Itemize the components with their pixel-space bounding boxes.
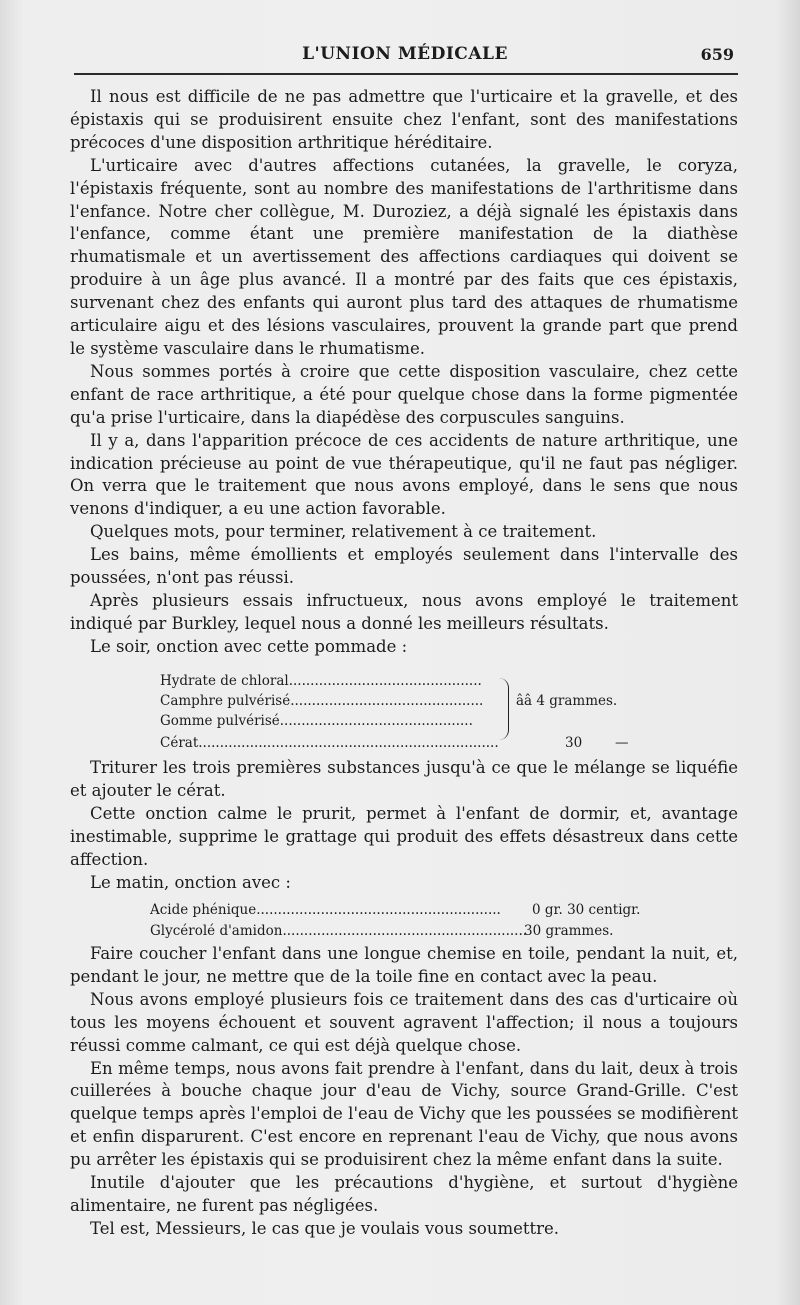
recipe-dose: 30 grammes.	[524, 923, 614, 939]
body-text-top	[70, 86, 738, 659]
paragraph: Il nous est difficile de ne pas admettre que l'urticaire et la gravelle, et des épistaxis qui se produisirent ensuite chez l'enfant, sont des manifestations précoces d'une disposition arthritique héréditaire.	[70, 87, 738, 152]
body-text-mid	[70, 757, 738, 894]
recipe-item: Gomme pulvérisé	[160, 713, 280, 729]
paragraph: Le soir, onction avec cette pommade :	[90, 636, 408, 656]
paragraph: Nous sommes portés à croire que cette disposition vasculaire, chez cette enfant de race arthritique, a été pour quelque chose dans la forme pigmentée qu'a prise l'urticaire, dans la diapédèse des corpuscules sanguins.	[70, 361, 738, 427]
body-text-bottom	[70, 943, 738, 1241]
running-title: L'UNION MÉDICALE	[302, 44, 508, 64]
recipe-item: Cérat	[160, 735, 199, 751]
recipe-morning: Acide phénique......................................................... 0 gr. 30 centigr. Glycérolé d'amidon......................................................... 30 grammes.	[150, 901, 670, 945]
cerat-unit: —	[615, 735, 629, 751]
paragraph: Faire coucher l'enfant dans une longue chemise en toile, pendant la nuit, et, pendant le jour, ne mettre que de la toile fine en contact avec la peau.	[70, 944, 738, 986]
page-header	[70, 44, 740, 68]
paragraph: Le matin, onction avec :	[90, 872, 291, 892]
paragraph: Après plusieurs essais infructueux, nous avons employé le traitement indiqué par Burkley, lequel nous a donné les meilleurs résultats.	[70, 590, 738, 633]
recipe-item: Glycérolé d'amidon	[150, 923, 283, 939]
paragraph: En même temps, nous avons fait prendre à l'enfant, dans du lait, deux à trois cuillerées à bouche chaque jour d'eau de Vichy, source Grand-Grille. C'est quelque temps après l'emploi de l'eau de Vichy que les poussées se modifièrent et enfin disparurent. C'est encore en reprenant l'eau de Vichy, que nous avons pu arrêter les épistaxis qui se produisirent chez la même enfant dans la suite.	[70, 1058, 738, 1170]
paragraph: Il y a, dans l'apparition précoce de ces accidents de nature arthritique, une indication précieuse au point de vue thérapeutique, qu'il ne faut pas négliger. On verra que le traitement que nous avons employé, dans le sens que nous venons d'indiquer, a eu une action favorable.	[70, 430, 738, 519]
recipe-item: Hydrate de chloral	[160, 673, 289, 689]
paragraph: Inutile d'ajouter que les précautions d'hygiène, et surtout d'hygiène alimentaire, ne furent pas négligées.	[70, 1173, 738, 1215]
recipe-item: Camphre pulvérisé	[160, 693, 291, 709]
recipe-item: Acide phénique	[150, 902, 257, 918]
recipe-dose: 0 gr. 30 centigr.	[532, 902, 641, 918]
paragraph: Triturer les trois premières substances jusqu'à ce que le mélange se liquéfie et ajouter le cérat.	[70, 758, 738, 800]
paragraph: Cette onction calme le prurit, permet à l'enfant de dormir, et, avantage inestimable, supprime le grattage qui produit des effets désastreux dans cette affection.	[70, 803, 738, 869]
recipe-evening: Hydrate de chloral............................................. Camphre pulvérisé............................................. ââ 4 grammes. Gomme pulvérisé............................................. Cérat...................................................................... 30 —	[160, 672, 640, 756]
grouped-dose: ââ 4 grammes.	[516, 693, 618, 709]
recipe-brace	[498, 678, 509, 740]
paragraph: L'urticaire avec d'autres affections cutanées, la gravelle, le coryza, l'épistaxis fréquente, sont au nombre des manifestations de l'arthritisme dans l'enfance. Notre cher collègue, M. Duroziez, a déjà signalé les épistaxis dans l'enfance, comme étant une première manifestation de la diathèse rhumatismale et un avertissement des affections cardiaques qui doivent se produire à un âge plus avancé. Il a montré par des faits que ces épistaxis, survenant chez des enfants qui auront plus tard des attaques de rhumatisme articulaire aigu et des lésions vasculaires, prouvent la grande part que prend le système vasculaire dans le rhumatisme.	[70, 155, 738, 358]
header-rule	[74, 73, 738, 75]
paragraph: Nous avons employé plusieurs fois ce traitement dans des cas d'urticaire où tous les moyens échouent et souvent agravent l'affection; il nous a toujours réussi comme calmant, ce qui est déjà quelque chose.	[70, 989, 738, 1055]
paragraph: Quelques mots, pour terminer, relativement à ce traitement.	[90, 522, 597, 542]
paragraph: Les bains, même émollients et employés seulement dans l'intervalle des poussées, n'ont pas réussi.	[70, 545, 738, 588]
page-number: 659	[700, 45, 734, 64]
cerat-quantity: 30	[565, 735, 583, 751]
paragraph: Tel est, Messieurs, le cas que je voulais vous soumettre.	[90, 1218, 560, 1238]
